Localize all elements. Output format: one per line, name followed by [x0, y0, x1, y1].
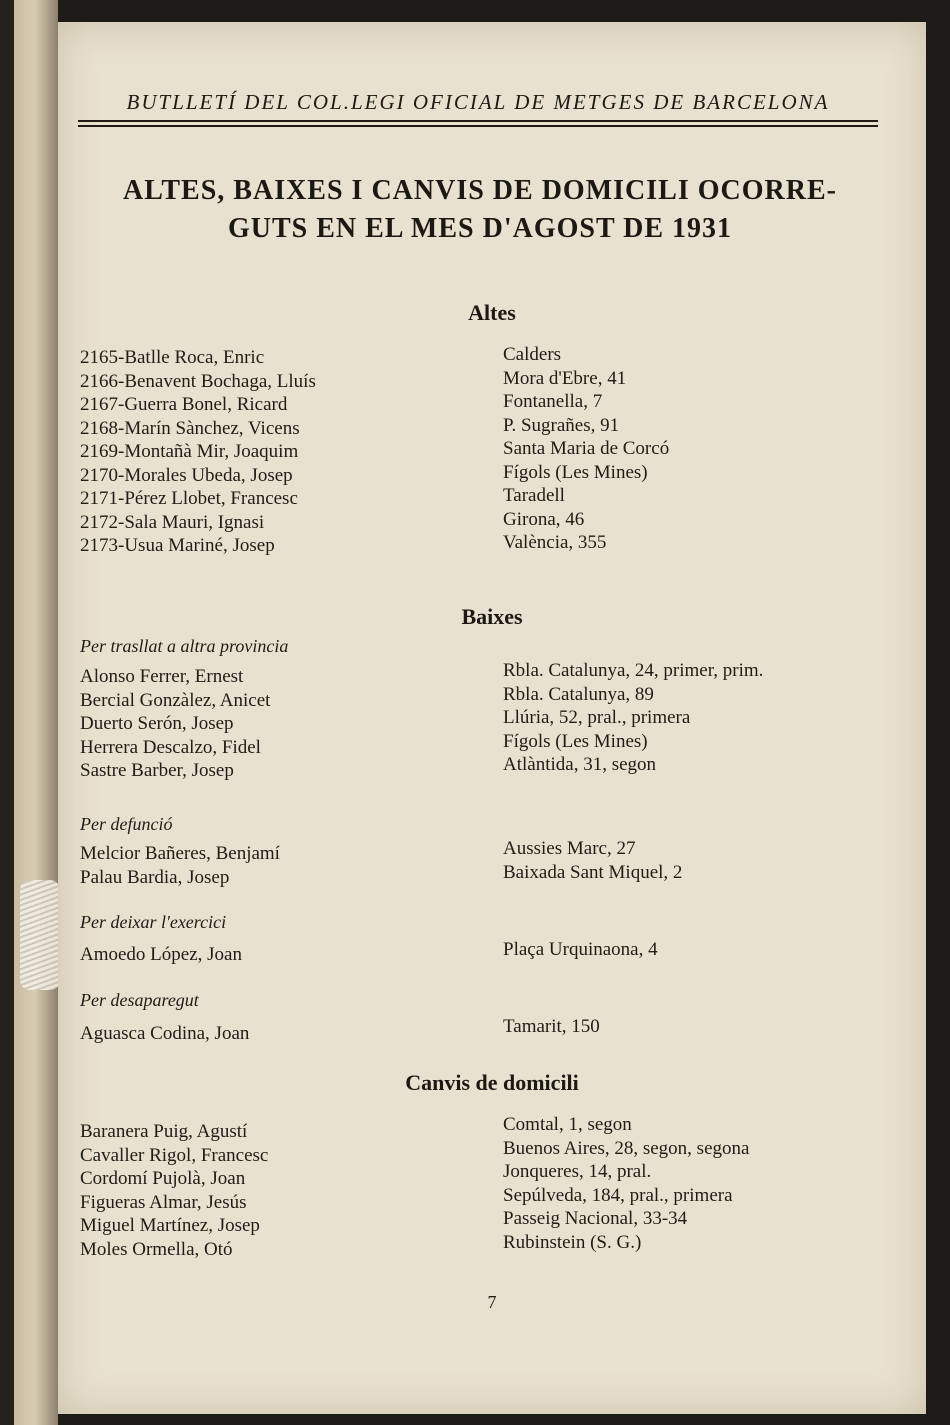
- subheading-desaparegut: Per desaparegut: [80, 990, 199, 1010]
- list-item: Alonso Ferrer, Ernest: [80, 666, 244, 687]
- defuncio-places: [503, 837, 682, 884]
- list-item: Cavaller Rigol, Francesc: [80, 1144, 269, 1166]
- document-page: [58, 22, 926, 1414]
- list-item: Jonqueres, 14, pral.: [503, 1161, 652, 1182]
- list-item: Amoedo López, Joan: [80, 944, 242, 965]
- list-item: Bercial Gonzàlez, Anicet: [80, 689, 271, 711]
- list-item: Tamarit, 150: [503, 1016, 600, 1037]
- facing-page-edge: [0, 0, 58, 1425]
- list-item: 2172-Sala Mauri, Ignasi: [80, 511, 265, 533]
- list-item: Figueras Almar, Jesús: [80, 1191, 247, 1213]
- list-item: Girona, 46: [503, 508, 585, 530]
- list-item: Fígols (Les Mines): [503, 461, 648, 483]
- list-item: Calders: [503, 344, 562, 365]
- header-rule-top: [78, 120, 878, 122]
- list-item: 2168-Marín Sànchez, Vicens: [80, 417, 300, 439]
- list-item: Aguasca Codina, Joan: [80, 1023, 250, 1044]
- list-item: 2167-Guerra Bonel, Ricard: [80, 394, 288, 415]
- list-item: Rbla. Catalunya, 89: [503, 683, 654, 705]
- list-item: Rbla. Catalunya, 24, primer, prim.: [503, 660, 764, 681]
- list-item: Atlàntida, 31, segon: [503, 754, 657, 775]
- desaparegut-places: [503, 1015, 600, 1039]
- section-heading-canvis: Canvis de domicili: [405, 1070, 579, 1095]
- list-item: Aussies Marc, 27: [503, 838, 636, 859]
- exercici-places: [503, 938, 658, 962]
- subheading-exercici: Per deixar l'exercici: [80, 912, 227, 932]
- trasllat-names: [80, 665, 270, 783]
- list-item: Plaça Urquinaona, 4: [503, 939, 658, 960]
- list-item: Moles Ormella, Otó: [80, 1238, 233, 1260]
- list-item: Passeig Nacional, 33-34: [503, 1208, 688, 1229]
- defuncio-names: [80, 842, 280, 889]
- page-number: 7: [487, 1292, 497, 1312]
- list-item: Baranera Puig, Agustí: [80, 1121, 248, 1142]
- list-item: Miguel Martínez, Josep: [80, 1215, 260, 1236]
- list-item: València, 355: [503, 532, 607, 553]
- list-item: Buenos Aires, 28, segon, segona: [503, 1137, 750, 1159]
- section-heading-altes: Altes: [468, 300, 516, 325]
- altes-names: [80, 346, 316, 558]
- subheading-defuncio: Per defunció: [80, 814, 173, 834]
- list-item: Fígols (Les Mines): [503, 730, 648, 752]
- list-item: 2171-Pérez Llobet, Francesc: [80, 488, 298, 509]
- binding-string: [20, 880, 60, 990]
- list-item: Melcior Bañeres, Benjamí: [80, 843, 280, 864]
- bulletin-header: BUTLLETÍ DEL COL.LEGI OFICIAL DE METGES DE BARCELONA: [126, 90, 830, 114]
- canvis-names: [80, 1120, 268, 1261]
- trasllat-places: [503, 659, 763, 777]
- list-item: Fontanella, 7: [503, 391, 603, 412]
- altes-places: [503, 343, 669, 555]
- article-title-line2: GUTS EN EL MES D'AGOST DE 1931: [227, 213, 733, 244]
- list-item: 2169-Montañà Mir, Joaquim: [80, 441, 299, 462]
- list-item: P. Sugrañes, 91: [503, 414, 620, 436]
- list-item: Sepúlveda, 184, pral., primera: [503, 1184, 733, 1206]
- list-item: Cordomí Pujolà, Joan: [80, 1168, 246, 1189]
- subheading-trasllat: Per trasllat a altra provincia: [80, 636, 289, 656]
- list-item: Santa Maria de Corcó: [503, 438, 670, 459]
- canvis-places: [503, 1113, 749, 1254]
- list-item: Palau Bardia, Josep: [80, 866, 230, 888]
- list-item: Herrera Descalzo, Fidel: [80, 736, 261, 758]
- list-item: 2173-Usua Mariné, Josep: [80, 535, 275, 556]
- list-item: 2165-Batlle Roca, Enric: [80, 347, 265, 368]
- section-heading-baixes: Baixes: [461, 604, 523, 629]
- list-item: Sastre Barber, Josep: [80, 760, 234, 781]
- article-title-line1: ALTES, BAIXES I CANVIS DE DOMICILI OCORRE-: [123, 175, 837, 206]
- header-rule-bottom: [78, 125, 878, 127]
- list-item: 2166-Benavent Bochaga, Lluís: [80, 370, 316, 392]
- binding-shadow: [0, 0, 14, 1425]
- list-item: Mora d'Ebre, 41: [503, 367, 627, 389]
- list-item: Baixada Sant Miquel, 2: [503, 861, 683, 883]
- desaparegut-names: [80, 1022, 249, 1046]
- list-item: Taradell: [503, 485, 565, 506]
- exercici-names: [80, 943, 242, 967]
- list-item: Llúria, 52, pral., primera: [503, 707, 691, 728]
- list-item: Rubinstein (S. G.): [503, 1231, 642, 1253]
- list-item: 2170-Morales Ubeda, Josep: [80, 464, 293, 486]
- list-item: Comtal, 1, segon: [503, 1114, 632, 1135]
- article-title: [70, 172, 890, 248]
- list-item: Duerto Serón, Josep: [80, 713, 234, 734]
